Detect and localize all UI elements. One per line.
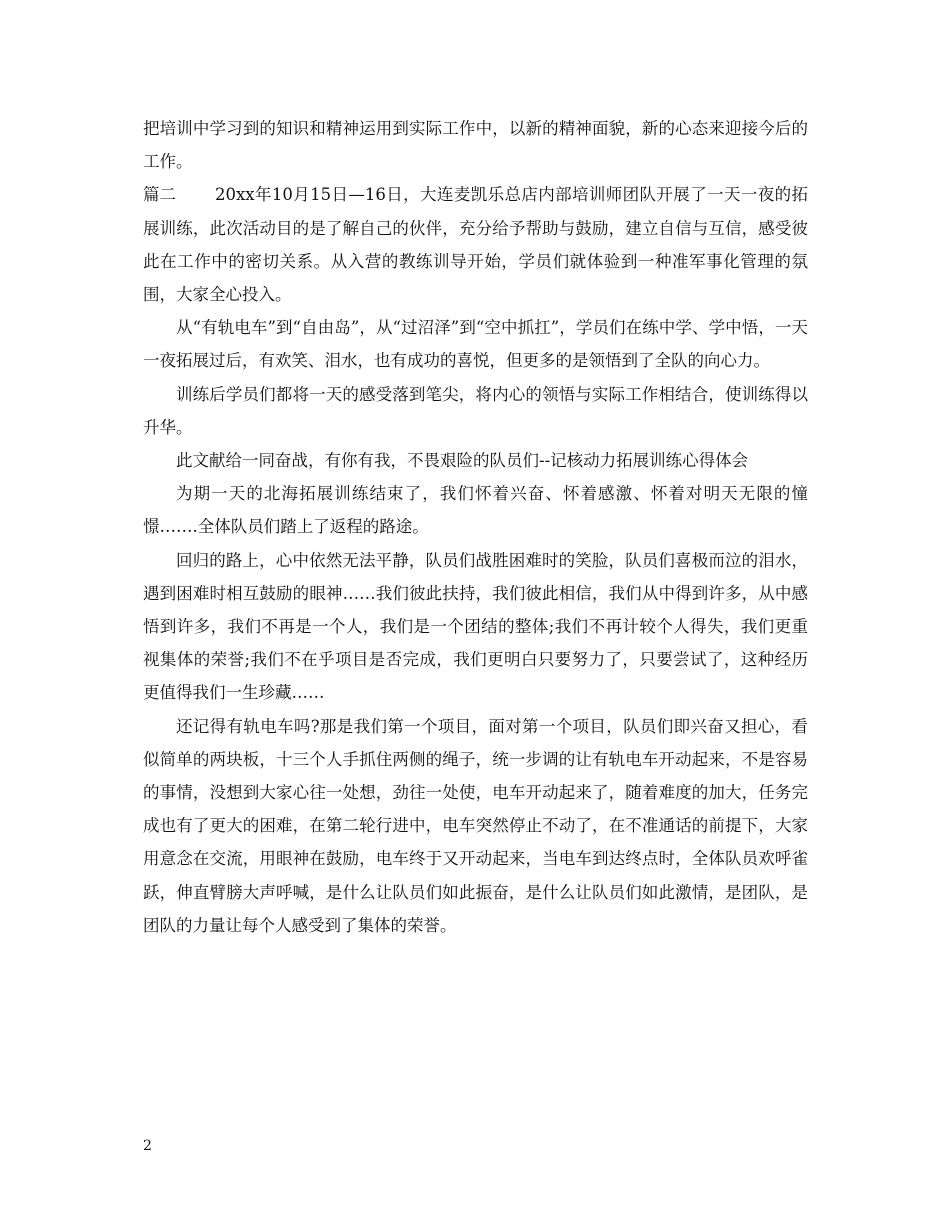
paragraph-section-two — [143, 178, 808, 311]
document-body — [143, 112, 808, 942]
paragraph-continuation: 把培训中学习到的知识和精神运用到实际工作中，以新的精神面貌，新的心态来迎接今后的工作。 — [143, 119, 808, 172]
paragraph: 训练后学员们都将一天的感受落到笔尖，将内心的领悟与实际工作相结合，使训练得以升华。 — [143, 384, 808, 437]
paragraph: 从“有轨电车”到“自由岛”，从“过沼泽”到“空中抓扛”，学员们在练中学、学中悟，一天一夜拓展过后，有欢笑、泪水，也有成功的喜悦，但更多的是领悟到了全队的向心力。 — [143, 318, 808, 371]
paragraph: 为期一天的北海拓展训练结束了，我们怀着兴奋、怀着感激、怀着对明天无限的憧憬…….全体队员们踏上了返程的路途。 — [143, 484, 808, 537]
section-label: 篇二 — [143, 185, 176, 205]
page-number: 2 — [143, 1138, 152, 1154]
paragraph: 回归的路上，心中依然无法平静，队员们战胜困难时的笑脸，队员们喜极而泣的泪水，遇到困难时相互鼓励的眼神……我们彼此扶持，我们彼此相信，我们从中得到许多，从中感悟到许多，我们不再是一个人，我们是一个团结的整体;我们不再计较个人得失，我们更重视集体的荣誉;我们不在乎项目是否完成，我们更明白只要努力了，只要尝试了，这种经历更值得我们一生珍藏…… — [143, 550, 808, 703]
paragraph: 还记得有轨电车吗?那是我们第一个项目，面对第一个项目，队员们即兴奋又担心，看似简单的两块板，十三个人手抓住两侧的绳子，统一步调的让有轨电车开动起来，不是容易的事情，没想到大家心往一处想，劲往一处使，电车开动起来了，随着难度的加大，任务完成也有了更大的困难，在第二轮行进中，电车突然停止不动了，在不准通话的前提下，大家用意念在交流，用眼神在鼓励，电车终于又开动起来，当电车到达终点时，全体队员欢呼雀跃，伸直臂膀大声呼喊，是什么让队员们如此振奋，是什么让队员们如此激情，是团队，是团队的力量让每个人感受到了集体的荣誉。 — [143, 716, 808, 935]
paragraph-text: 20xx年10月15日—16日，大连麦凯乐总店内部培训师团队开展了一天一夜的拓展训练，此次活动目的是了解自己的伙伴，充分给予帮助与鼓励，建立自信与互信，感受彼此在工作中的密切关系。从入营的教练训导开始，学员们就体验到一种准军事化管理的氛围，大家全心投入。 — [143, 185, 808, 305]
paragraph-dedication: 此文献给一同奋战，有你有我，不畏艰险的队员们--记核动力拓展训练心得体会 — [176, 451, 749, 471]
